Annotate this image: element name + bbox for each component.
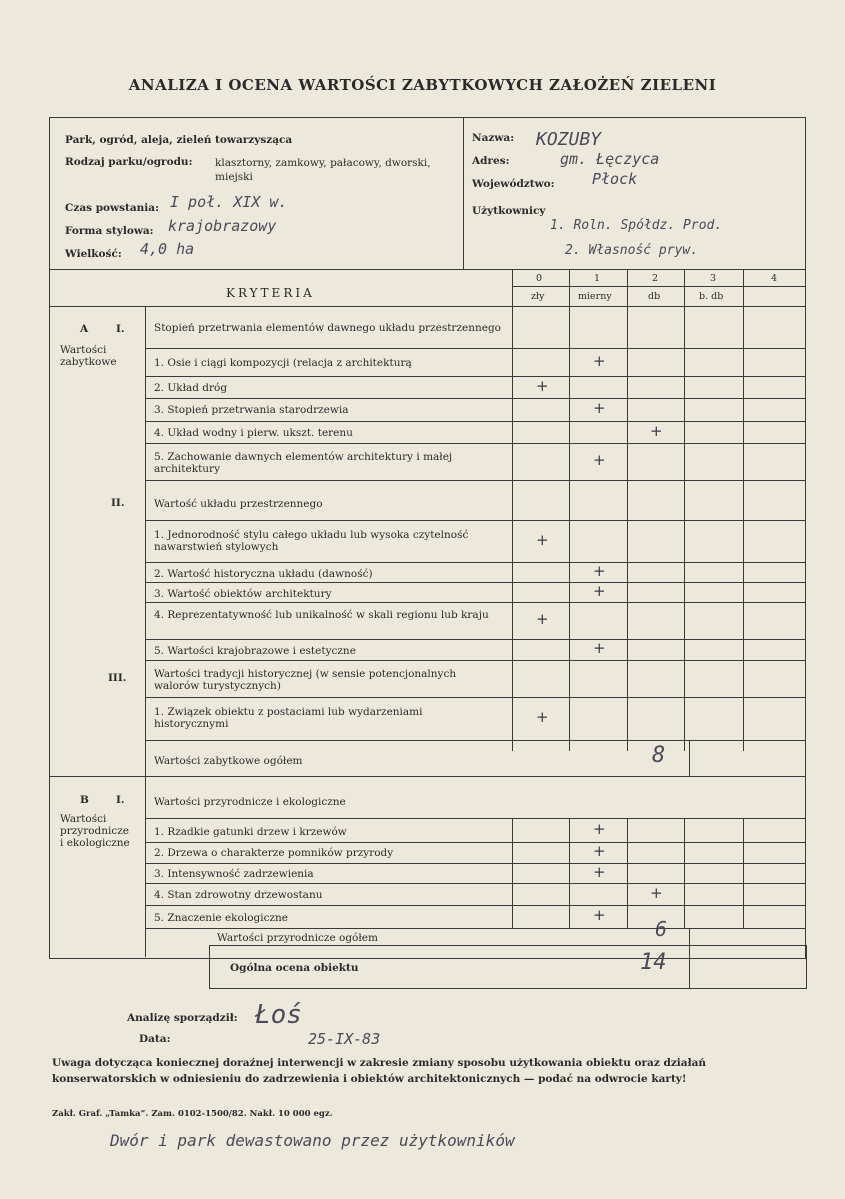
czas-label: Czas powstania: bbox=[65, 202, 159, 214]
criterion-row: 3. Intensywność zadrzewienia bbox=[154, 868, 314, 880]
section-b-name: Wartości przyrodnicze i ekologiczne bbox=[60, 813, 130, 849]
rating-mark: + bbox=[593, 399, 606, 417]
criterion-row: 5. Zachowanie dawnych elementów architektury i małej architektury bbox=[154, 451, 453, 475]
scale-0: 0 bbox=[536, 273, 543, 284]
rating-mark: + bbox=[593, 451, 606, 469]
criterion-row: 2. Drzewa o charakterze pomników przyrody bbox=[154, 847, 394, 859]
handwritten-note: Dwór i park dewastowano przez użytkowników bbox=[110, 1131, 515, 1150]
date-value: 25-IX-83 bbox=[308, 1030, 381, 1048]
wojewodztwo-value: Płock bbox=[592, 170, 638, 188]
printer-info: Zakł. Graf. „Tamka”. Zam. 0102-1500/82. Nakł. 10 000 egz. bbox=[52, 1109, 333, 1119]
criterion-row: 1. Jednorodność stylu całego układu lub wysoka czytelność nawarstwień stylowych bbox=[154, 529, 469, 553]
rating-mark: + bbox=[593, 820, 606, 838]
rating-mark: + bbox=[593, 842, 606, 860]
adres-value: gm. Łęczyca bbox=[560, 150, 660, 168]
rating-mark: + bbox=[536, 531, 549, 549]
forma-label: Forma stylowa: bbox=[65, 225, 154, 237]
uzytkownicy-value-1: 1. Roln. Spółdz. Prod. bbox=[550, 218, 723, 233]
signature: Łoś bbox=[255, 1000, 302, 1030]
rating-mark: + bbox=[536, 377, 549, 395]
rating-mark: + bbox=[593, 582, 606, 600]
czas-value: I poł. XIX w. bbox=[170, 193, 288, 211]
group-a3-code: III. bbox=[108, 672, 127, 684]
section-a-total-value: 8 bbox=[652, 743, 666, 768]
uzytkownicy-value-2: 2. Własność pryw. bbox=[565, 243, 699, 258]
rating-mark: + bbox=[650, 884, 663, 902]
page-title: ANALIZA I OCENA WARTOŚCI ZABYTKOWYCH ZAŁOŻEŃ ZIELENI bbox=[128, 76, 717, 94]
rating-mark: + bbox=[593, 906, 606, 924]
section-a-name: Wartości zabytkowe bbox=[60, 344, 117, 368]
section-b-total-value: 6 bbox=[655, 917, 668, 941]
criterion-row: 4. Stan zdrowotny drzewostanu bbox=[154, 889, 323, 901]
group-a3-title: Wartości tradycji historycznej (w sensie potencjonalnych walorów turystycznych) bbox=[154, 668, 457, 692]
criterion-row: 4. Reprezentatywność lub unikalność w skali regionu lub kraju bbox=[154, 609, 489, 621]
section-b-total-label: Wartości przyrodnicze ogółem bbox=[217, 932, 378, 944]
scale-label-0: zły bbox=[531, 291, 545, 302]
rating-mark: + bbox=[536, 610, 549, 628]
kryteria-header: KRYTERIA bbox=[226, 286, 315, 300]
forma-value: krajobrazowy bbox=[168, 217, 277, 235]
section-b-code: B bbox=[80, 794, 89, 806]
group-a1-title: Stopień przetrwania elementów dawnego układu przestrzennego bbox=[154, 322, 501, 334]
criterion-row: 2. Układ dróg bbox=[154, 382, 228, 394]
adres-label: Adres: bbox=[472, 155, 510, 167]
uzytkownicy-label: Użytkownicy bbox=[472, 205, 546, 217]
scale-2: 2 bbox=[652, 273, 659, 284]
criterion-row: 5. Wartości krajobrazowe i estetyczne bbox=[154, 645, 356, 657]
group-a2-code: II. bbox=[111, 497, 125, 509]
rodzaj-label: Rodzaj parku/ogrodu: bbox=[65, 156, 193, 168]
rating-mark: + bbox=[650, 422, 663, 440]
criterion-row: 4. Układ wodny i pierw. ukszt. terenu bbox=[154, 427, 353, 439]
prepared-label: Analizę sporządził: bbox=[127, 1012, 238, 1024]
criterion-row: 3. Wartość obiektów architektury bbox=[154, 588, 332, 600]
rating-mark: + bbox=[593, 639, 606, 657]
rodzaj-options: klasztorny, zamkowy, pałacowy, dworski, bbox=[215, 157, 431, 169]
group-b1-title: Wartości przyrodnicze i ekologiczne bbox=[154, 796, 346, 808]
overall-label: Ogólna ocena obiektu bbox=[230, 962, 359, 974]
rating-mark: + bbox=[536, 708, 549, 726]
scale-4: 4 bbox=[771, 273, 778, 284]
scale-3: 3 bbox=[710, 273, 717, 284]
criterion-row: 3. Stopień przetrwania starodrzewia bbox=[154, 404, 349, 416]
scale-label-3: b. db bbox=[699, 291, 724, 302]
nazwa-label: Nazwa: bbox=[472, 132, 515, 144]
rodzaj-options-2: miejski bbox=[215, 171, 253, 183]
rating-mark: + bbox=[593, 352, 606, 370]
scale-1: 1 bbox=[594, 273, 601, 284]
rating-mark: + bbox=[593, 863, 606, 881]
wielkosc-value: 4,0 ha bbox=[140, 240, 195, 258]
park-type-label: Park, ogród, aleja, zieleń towarzysząca bbox=[65, 134, 293, 146]
rating-mark: + bbox=[593, 562, 606, 580]
wielkosc-label: Wielkość: bbox=[65, 248, 122, 260]
scale-label-1: mierny bbox=[578, 291, 612, 302]
group-a1-code: I. bbox=[116, 323, 125, 335]
section-a-total-label: Wartości zabytkowe ogółem bbox=[154, 755, 303, 767]
group-b1-code: I. bbox=[116, 794, 125, 806]
intervention-note: Uwaga dotycząca koniecznej doraźnej interwencji w zakresie zmiany sposobu użytkowania obiektu oraz działań konserwatorskich w odniesieniu do zadrzewienia i obiektów architektonicznych — podać na odwrocie karty! bbox=[52, 1057, 707, 1085]
criterion-row: 1. Osie i ciągi kompozycji (relacja z architekturą bbox=[154, 357, 412, 369]
group-a2-title: Wartość układu przestrzennego bbox=[154, 498, 323, 510]
section-a-code: A bbox=[80, 323, 89, 335]
overall-value: 14 bbox=[640, 950, 667, 975]
criterion-row: 2. Wartość historyczna układu (dawność) bbox=[154, 568, 373, 580]
wojewodztwo-label: Województwo: bbox=[472, 178, 555, 190]
scale-label-2: db bbox=[648, 291, 661, 302]
criterion-row: 5. Znaczenie ekologiczne bbox=[154, 912, 289, 924]
nazwa-value: KOZUBY bbox=[536, 129, 602, 150]
date-label: Data: bbox=[139, 1033, 171, 1045]
criterion-row: 1. Związek obiektu z postaciami lub wydarzeniami historycznymi bbox=[154, 706, 423, 730]
criterion-row: 1. Rzadkie gatunki drzew i krzewów bbox=[154, 826, 347, 838]
